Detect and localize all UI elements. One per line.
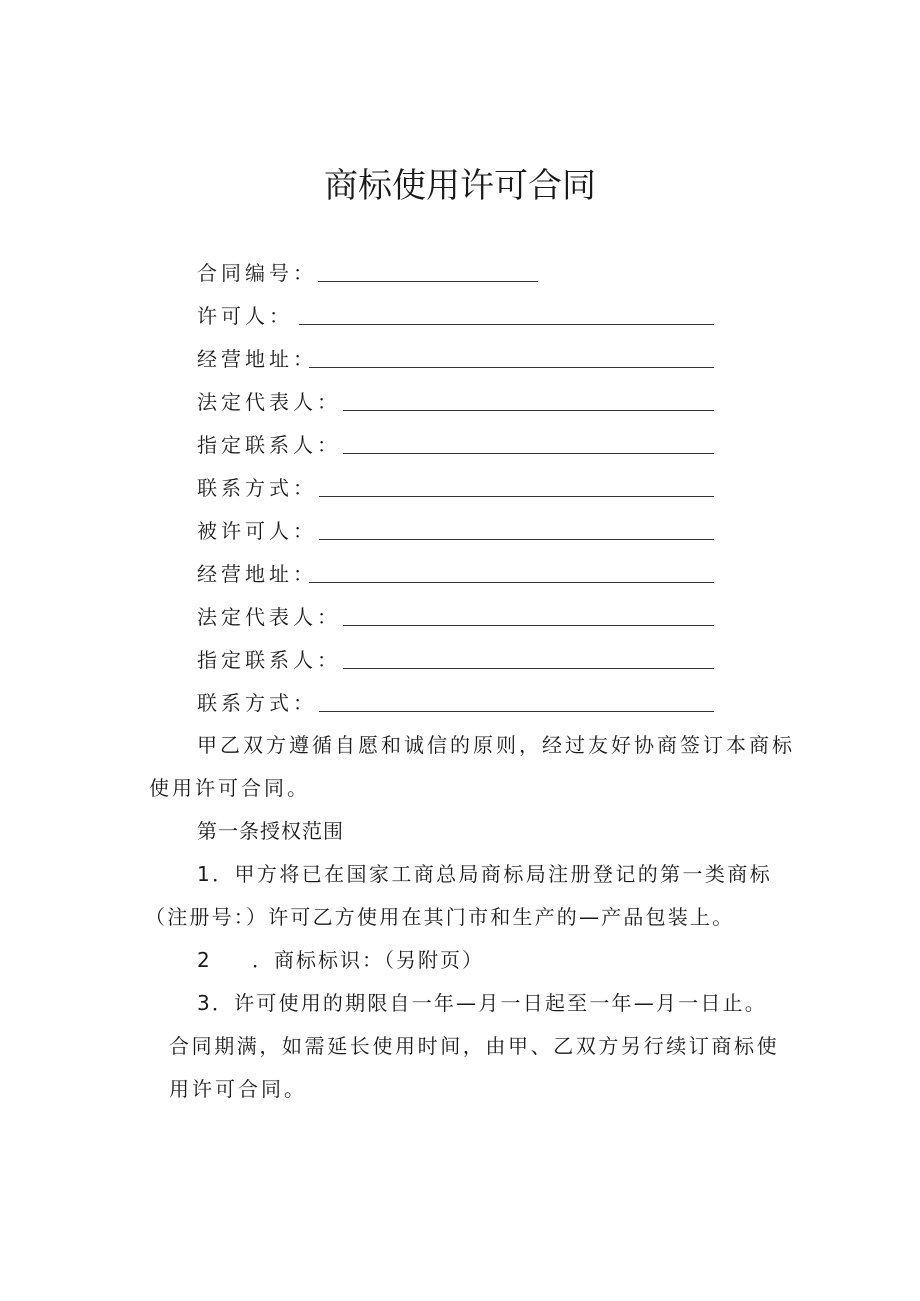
contract-number-label: 合同编号： — [197, 261, 317, 285]
licensee-contact-info-label: 联系方式： — [197, 691, 317, 715]
intro-paragraph-line1: 甲乙双方遵循自愿和诚信的原则，经过友好协商签订本商标 — [197, 733, 795, 757]
item1-line1: 1．甲方将已在国家工商总局商标局注册登记的第一类商标 — [197, 862, 773, 886]
licensee-contact-info-blank[interactable] — [319, 711, 714, 712]
licensee-legal-rep-blank[interactable] — [343, 625, 714, 626]
item2-number: 2 — [197, 948, 213, 972]
licensor-address-blank[interactable] — [309, 367, 714, 368]
licensor-legal-rep-blank[interactable] — [343, 410, 714, 411]
licensor-contact-label: 指定联系人： — [197, 433, 341, 457]
item1-line2: （注册号：）许可乙方使用在其门市和生产的—产品包装上。 — [145, 905, 735, 929]
licensee-legal-rep-label: 法定代表人： — [197, 605, 341, 629]
licensor-contact-info-blank[interactable] — [319, 496, 714, 497]
licensee-address-blank[interactable] — [309, 582, 714, 583]
item3-line1: 3．许可使用的期限自一年—月一日起至一年—月一日止。 — [197, 991, 767, 1015]
licensee-address-label: 经营地址： — [197, 562, 317, 586]
contract-number-blank[interactable] — [318, 281, 538, 282]
item3-line3: 用许可合同。 — [169, 1077, 307, 1101]
licensor-label: 许可人： — [197, 304, 293, 328]
intro-paragraph-line2: 使用许可合同。 — [149, 776, 310, 800]
licensor-blank[interactable] — [299, 324, 714, 325]
licensee-contact-label: 指定联系人： — [197, 648, 341, 672]
licensee-contact-blank[interactable] — [343, 668, 714, 669]
item2-text: ．商标标识：（另附页） — [252, 948, 484, 972]
licensor-contact-blank[interactable] — [343, 453, 714, 454]
licensee-blank[interactable] — [319, 539, 714, 540]
item3-line2: 合同期满，如需延长使用时间，由甲、乙双方另行续订商标使 — [169, 1034, 780, 1058]
licensor-address-label: 经营地址： — [197, 347, 317, 371]
article1-heading: 第一条授权范围 — [197, 819, 344, 843]
licensor-legal-rep-label: 法定代表人： — [197, 390, 341, 414]
licensee-label: 被许可人： — [197, 519, 317, 543]
licensor-contact-info-label: 联系方式： — [197, 476, 317, 500]
document-title: 商标使用许可合同 — [324, 166, 596, 206]
